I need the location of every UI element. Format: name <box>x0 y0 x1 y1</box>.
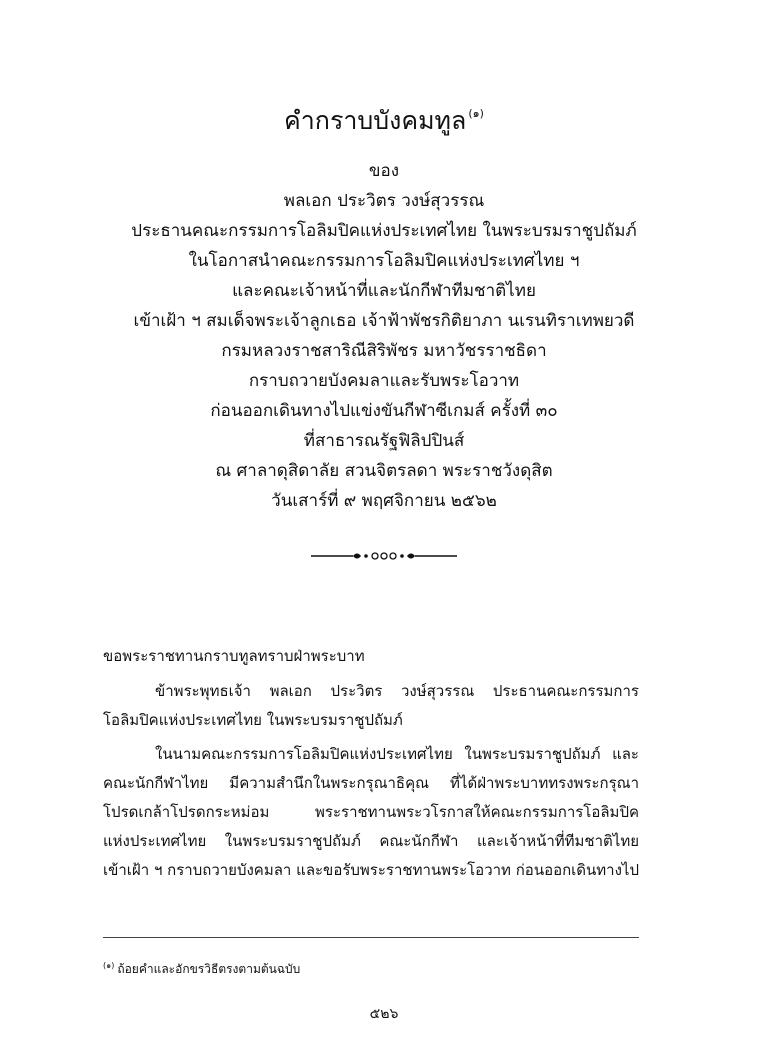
page-title <box>0 98 768 137</box>
heading-line: เข้าเฝ้า ฯ สมเด็จพระเจ้าลูกเธอ เจ้าฟ้าพัชรกิติยาภา นเรนทิราเทพยวดี <box>133 311 635 331</box>
paragraph <box>103 677 639 735</box>
heading-block <box>60 156 708 516</box>
paragraph-line: โอลิมปิคแห่งประเทศไทย ในพระบรมราชูปถัมภ์ <box>103 711 403 729</box>
page-number: ๕๒๖ <box>369 1006 399 1022</box>
heading-line: พลเอก ประวิตร วงษ์สุวรรณ <box>283 191 485 211</box>
title-footnote-ref: (๑) <box>468 107 484 120</box>
body-text <box>103 642 639 890</box>
footnote-text: ถ้อยคำและอักขรวิธีตรงตามต้นฉบับ <box>117 962 301 976</box>
title-text: คำกราบบังคมทูล <box>284 106 467 135</box>
heading-line: ประธานคณะกรรมการโอลิมปิคแห่งประเทศไทย ในพระบรมราชูปถัมภ์ <box>131 221 637 241</box>
heading-line: ที่สาธารณรัฐฟิลิปปินส์ <box>303 431 465 451</box>
footnote-separator <box>103 937 639 938</box>
heading-line: วันเสาร์ที่ ๙ พฤศจิกายน ๒๕๖๒ <box>271 491 497 511</box>
paragraph-line: ข้าพระพุทธเจ้า พลเอก ประวิตร วงษ์สุวรรณ ประธานคณะกรรมการ <box>155 682 639 700</box>
paragraph <box>103 740 639 885</box>
heading-line: กราบถวายบังคมลาและรับพระโอวาท <box>248 371 520 391</box>
heading-line: และคณะเจ้าหน้าที่และนักกีฬาทีมชาติไทย <box>232 281 536 301</box>
heading-line: กรมหลวงราชสาริณีสิริพัชร มหาวัชรราชธิดา <box>221 341 547 361</box>
heading-line: ในโอกาสนำคณะกรรมการโอลิมปิคแห่งประเทศไทย ฯ <box>188 251 580 271</box>
paragraph-line: แห่งประเทศไทย ในพระบรมราชูปถัมภ์ คณะนักกีฬา และเจ้าหน้าที่ทีมชาติไทย <box>103 832 639 850</box>
paragraph-line: คณะนักกีฬาไทย มีความสำนึกในพระกรุณาธิคุณ ที่ได้ฝ่าพระบาททรงพระกรุณา <box>103 774 639 792</box>
heading-line: ของ <box>368 161 400 181</box>
footnote-marker: (๑) <box>103 961 115 970</box>
heading-line: ณ ศาลาดุสิดาลัย สวนจิตรลดา พระราชวังดุสิต <box>215 461 553 481</box>
footnote <box>103 957 300 978</box>
paragraph-line: เข้าเฝ้า ฯ กราบถวายบังคมลา และขอรับพระราชทานพระโอวาท ก่อนออกเดินทางไป <box>103 861 639 879</box>
heading-line: ก่อนออกเดินทางไปแข่งขันกีฬาซีเกมส์ ครั้งที่ ๓๐ <box>210 401 558 421</box>
salutation: ขอพระราชทานกราบทูลทราบฝ่าพระบาท <box>103 647 365 665</box>
paragraph-line: ในนามคณะกรรมการโอลิมปิคแห่งประเทศไทย ในพระบรมราชูปถัมภ์ และ <box>155 745 639 763</box>
paragraph-line: โปรดเกล้าโปรดกระหม่อม พระราชทานพระวโรกาสให้คณะกรรมการโอลิมปิค <box>103 803 639 821</box>
ornamental-divider-icon <box>0 545 768 567</box>
